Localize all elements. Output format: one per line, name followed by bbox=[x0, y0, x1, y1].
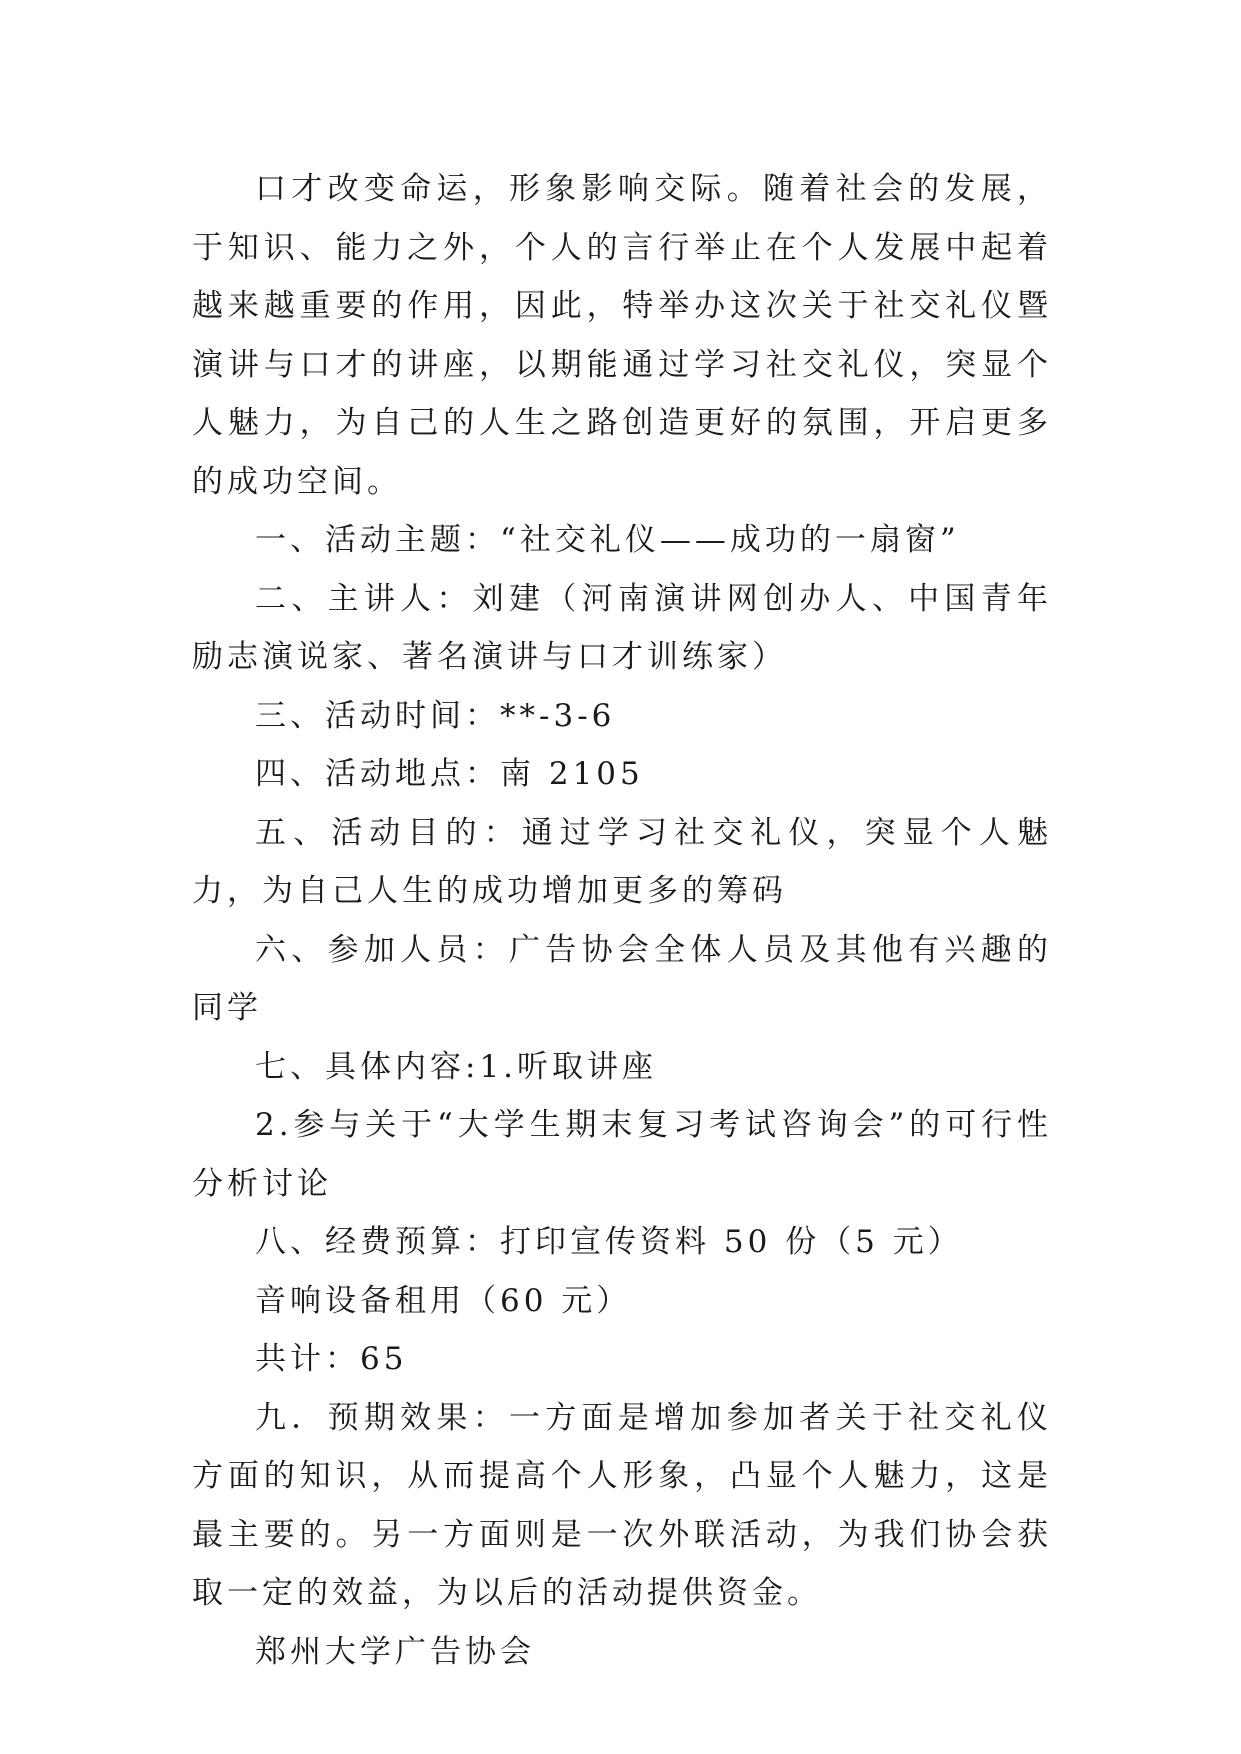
intro-paragraph: 口才改变命运，形象影响交际。随着社会的发展，于知识、能力之外，个人的言行举止在个人发展中起着越来越重要的作用，因此，特举办这次关于社交礼仪暨演讲与口才的讲座，以期能通过学习社交礼仪，突显个人魅力，为自己的人生之路创造更好的氛围，开启更多的成功空间。 bbox=[192, 171, 1052, 500]
participants: 六、参加人员：广告协会全体人员及其他有兴趣的同学 bbox=[192, 931, 1052, 1026]
activity-location: 四、活动地点：南 2105 bbox=[255, 756, 644, 792]
activity-time: 三、活动时间：**-3-6 bbox=[255, 697, 616, 734]
activity-purpose: 五、活动目的：通过学习社交礼仪，突显个人魅力，为自己人生的成功增加更多的筹码 bbox=[192, 814, 1052, 909]
content-item-2: 2.参与关于“大学生期末复习考试咨询会”的可行性分析讨论 bbox=[192, 1107, 1052, 1202]
budget-printing: 八、经费预算：打印宣传资料 50 份（5 元） bbox=[255, 1224, 963, 1260]
budget-audio: 音响设备租用（60 元） bbox=[255, 1282, 632, 1319]
activity-theme: 一、活动主题：“社交礼仪——成功的一扇窗” bbox=[255, 522, 960, 558]
speaker-info: 二、主讲人：刘建（河南演讲网创办人、中国青年励志演说家、著名演讲与口才训练家） bbox=[192, 580, 1052, 675]
content-item-1: 七、具体内容:1.听取讲座 bbox=[255, 1048, 658, 1085]
signature: 郑州大学广告协会 bbox=[255, 1633, 535, 1670]
budget-total: 共计：65 bbox=[255, 1341, 408, 1377]
expected-effect: 九．预期效果：一方面是增加参加者关于社交礼仪方面的知识，从而提高个人形象，凸显个人魅力，这是最主要的。另一方面则是一次外联活动，为我们协会获取一定的效益，为以后的活动提供资金。 bbox=[192, 1399, 1052, 1611]
document-page bbox=[192, 160, 1052, 1681]
